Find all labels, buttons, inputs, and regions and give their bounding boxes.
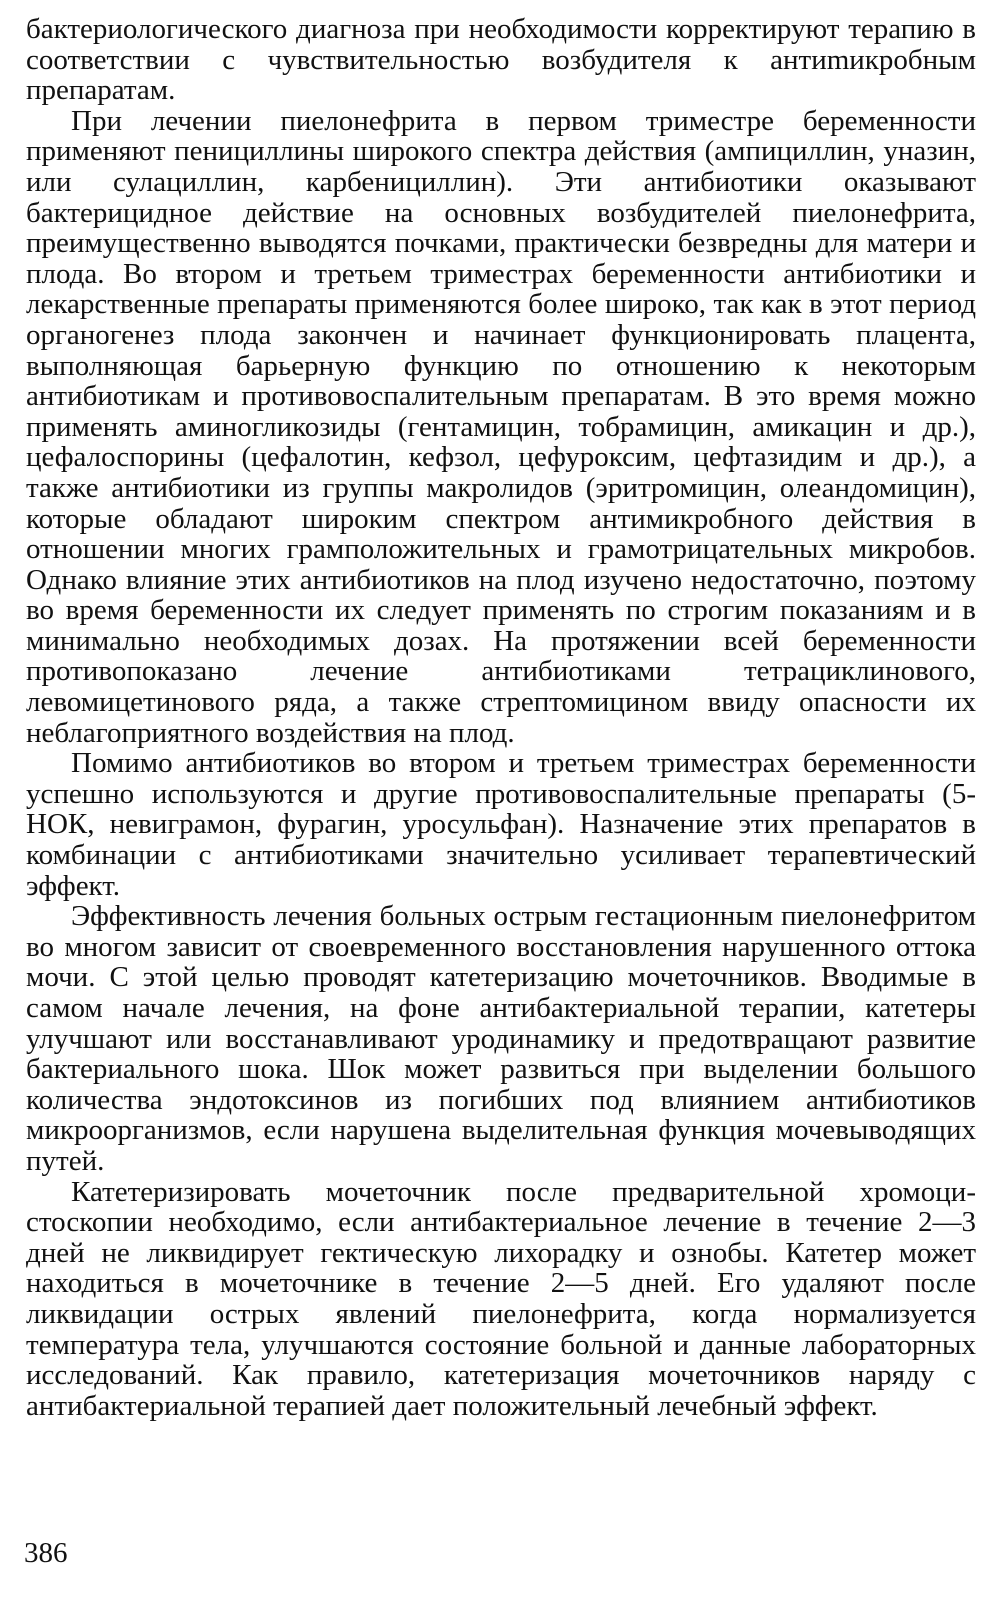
paragraph-anti-inflammatory: Помимо антибиотиков во втором и третьем триместрах беременности успешно используются и другие противовоспалительные препараты (5-НОК, невиграмон, фурагин, уросульфан). Назначение этих препаратов в комбинации с антибиотиками значительно усиливает терапевтический эффект. [26, 747, 976, 902]
page-number: 386 [24, 1537, 68, 1569]
paragraph-continuation: бактериологического диагноза при необходимости корректируют терапию в соответствии с чувствительностью возбудителя к антиmикробным препаратам. [26, 13, 976, 107]
page-body [26, 14, 976, 1421]
paragraph-antibiotics-trimesters: При лечении пиелонефрита в первом триместре беременности применяют пенициллины широкого спектра действия (ампициллин, уназин, или сулациллин, карбенициллин). Эти антибиотики оказывают бактерицидное действие на основных возбудителей пиелонефрита, преимущественно выводятся почками, практически безвредны для матери и плода. Во втором и третьем триместрах беременности антибиотики и лекарственные препараты применяются более широко, так как в этот период органогенез плода закончен и начинает функционировать плацента, выполняющая барьерную функцию по отношению к некоторым антибиотикам и противовоспалительным препаратам. В это время можно применять аминогликозиды (гентамицин, тобрамицин, амикацин и др.), цефалоспорины (цефалотин, кефзол, цефуроксим, цефтазидим и др.), а также антибиотики из группы макролидов (эритромицин, олеандомицин), которые обладают широким спектром антимикробного действия в отношении многих грамположительных и грамотрицательных микробов. Однако влияние этих антибиотиков на плод изучено недостаточно, поэтому во время беременности их следует применять по строгим показаниям и в минимально необходимых дозах. На протяжении всей беременности противопоказано лечение антибиотиками тетрациклинового, левомицетинового ряда, а также стрептомицином ввиду опасности их неблагоприятного воздействия на плод. [26, 104, 976, 749]
paragraph-urine-outflow: Эффективность лечения больных острым гестационным пиелонефритом во многом зависит от своевременного восстановления нарушенного оттока мочи. С этой целью проводят катетеризацию мочеточников. Вводимые в самом начале лечения, на фоне антибактериальной терапии, катетеры улучшают или восстанавливают уродинамику и предотвращают развитие бактериального шока. Шок может развиться при выделении большого количества эндотоксинов из погибших под влиянием антибиотиков микроорганизмов, если нарушена выделительная функция мочевыводящих путей. [26, 900, 976, 1177]
paragraph-catheterization: Катетеризировать мочеточник после предварительной хромоцистоскопии необходимо, если антибактериальное лечение в течение 2—3 дней не ликвидирует гектическую лихорадку и ознобы. Катетер может находиться в мочеточнике в течение 2—5 дней. Его удаляют после ликвидации острых явлений пиелонефрита, когда нормализуется температура тела, улучшаются состояние больной и данные лабораторных исследований. Как правило, катетеризация мочеточников наряду с антибактериальной терапией дает положительный лечебный эффект. [26, 1175, 976, 1422]
